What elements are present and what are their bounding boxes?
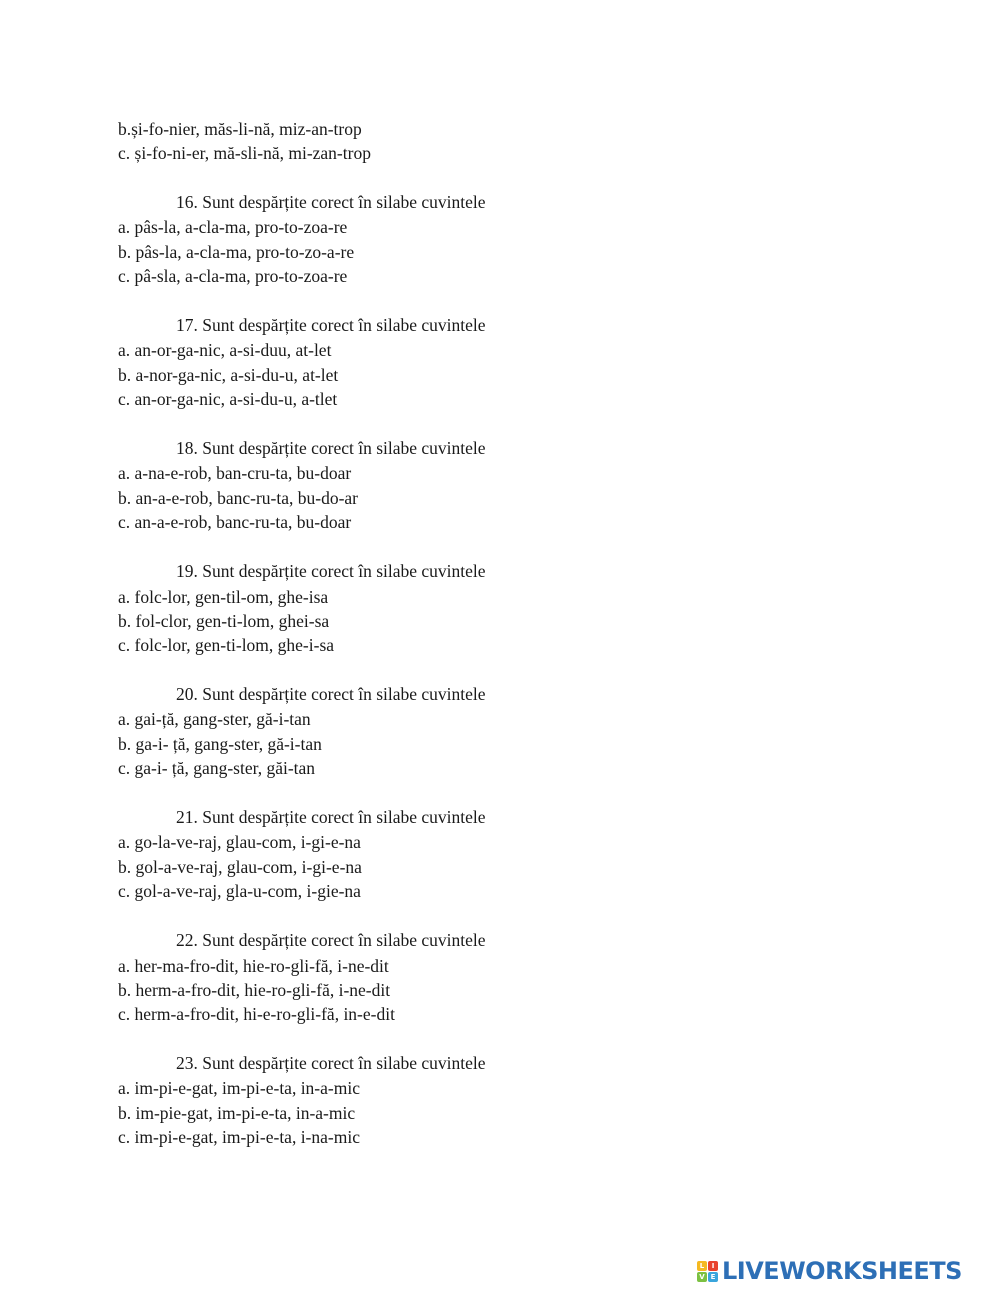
question-17-title: 17. Sunt despărțite corect în silabe cuvintele [176,315,486,335]
option-23a: a. im-pi-e-gat, im-pi-e-ta, in-a-mic [118,1078,360,1098]
option-23c: c. im-pi-e-gat, im-pi-e-ta, i-na-mic [118,1127,360,1147]
option-17c: c. an-or-ga-nic, a-si-du-u, a-tlet [118,389,338,409]
option-18c: c. an-a-e-rob, banc-ru-ta, bu-doar [118,512,352,532]
option-15b: b.și-fo-nier, măs-li-nă, miz-an-trop [118,119,362,139]
option-16b: b. pâs-la, a-cla-ma, pro-to-zo-a-re [118,242,355,262]
option-17b: b. a-nor-ga-nic, a-si-du-u, at-let [118,365,339,385]
logo-mark-letter: V [697,1272,707,1282]
question-21-title: 21. Sunt despărțite corect în silabe cuvintele [176,807,486,827]
option-19b: b. fol-clor, gen-ti-lom, ghei-sa [118,611,330,631]
option-20b: b. ga-i- ță, gang-ster, gă-i-tan [118,734,322,754]
option-17a: a. an-or-ga-nic, a-si-duu, at-let [118,340,332,360]
question-22-title: 22. Sunt despărțite corect în silabe cuvintele [176,930,486,950]
question-16-title: 16. Sunt despărțite corect în silabe cuvintele [176,192,486,212]
logo-text: LIVEWORKSHEETS [722,1257,962,1285]
question-20-title: 20. Sunt despărțite corect în silabe cuvintele [176,684,486,704]
option-15c: c. și-fo-ni-er, mă-sli-nă, mi-zan-trop [118,143,371,163]
option-18a: a. a-na-e-rob, ban-cru-ta, bu-doar [118,463,352,483]
option-22c: c. herm-a-fro-dit, hi-e-ro-gli-fă, in-e-dit [118,1004,395,1024]
option-21c: c. gol-a-ve-raj, gla-u-com, i-gie-na [118,881,361,901]
question-23-title: 23. Sunt despărțite corect în silabe cuvintele [176,1053,486,1073]
option-19c: c. folc-lor, gen-ti-lom, ghe-i-sa [118,635,335,655]
option-18b: b. an-a-e-rob, banc-ru-ta, bu-do-ar [118,488,359,508]
logo-mark-letter: L [697,1261,707,1271]
question-18-title: 18. Sunt despărțite corect în silabe cuvintele [176,438,486,458]
liveworksheets-logo[interactable] [697,1256,962,1286]
option-22a: a. her-ma-fro-dit, hie-ro-gli-fă, i-ne-dit [118,956,389,976]
option-23b: b. im-pie-gat, im-pi-e-ta, in-a-mic [118,1103,356,1123]
logo-mark-icon [697,1261,718,1282]
option-16a: a. pâs-la, a-cla-ma, pro-to-zoa-re [118,217,348,237]
question-19-title: 19. Sunt despărțite corect în silabe cuvintele [176,561,486,581]
option-20c: c. ga-i- ță, gang-ster, găi-tan [118,758,316,778]
option-20a: a. gai-ță, gang-ster, gă-i-tan [118,709,311,729]
logo-mark-letter: I [708,1261,718,1271]
option-16c: c. pâ-sla, a-cla-ma, pro-to-zoa-re [118,266,348,286]
option-19a: a. folc-lor, gen-til-om, ghe-isa [118,587,329,607]
option-21a: a. go-la-ve-raj, glau-com, i-gi-e-na [118,832,361,852]
option-21b: b. gol-a-ve-raj, glau-com, i-gi-e-na [118,857,362,877]
logo-mark-letter: E [708,1272,718,1282]
option-22b: b. herm-a-fro-dit, hie-ro-gli-fă, i-ne-dit [118,980,391,1000]
